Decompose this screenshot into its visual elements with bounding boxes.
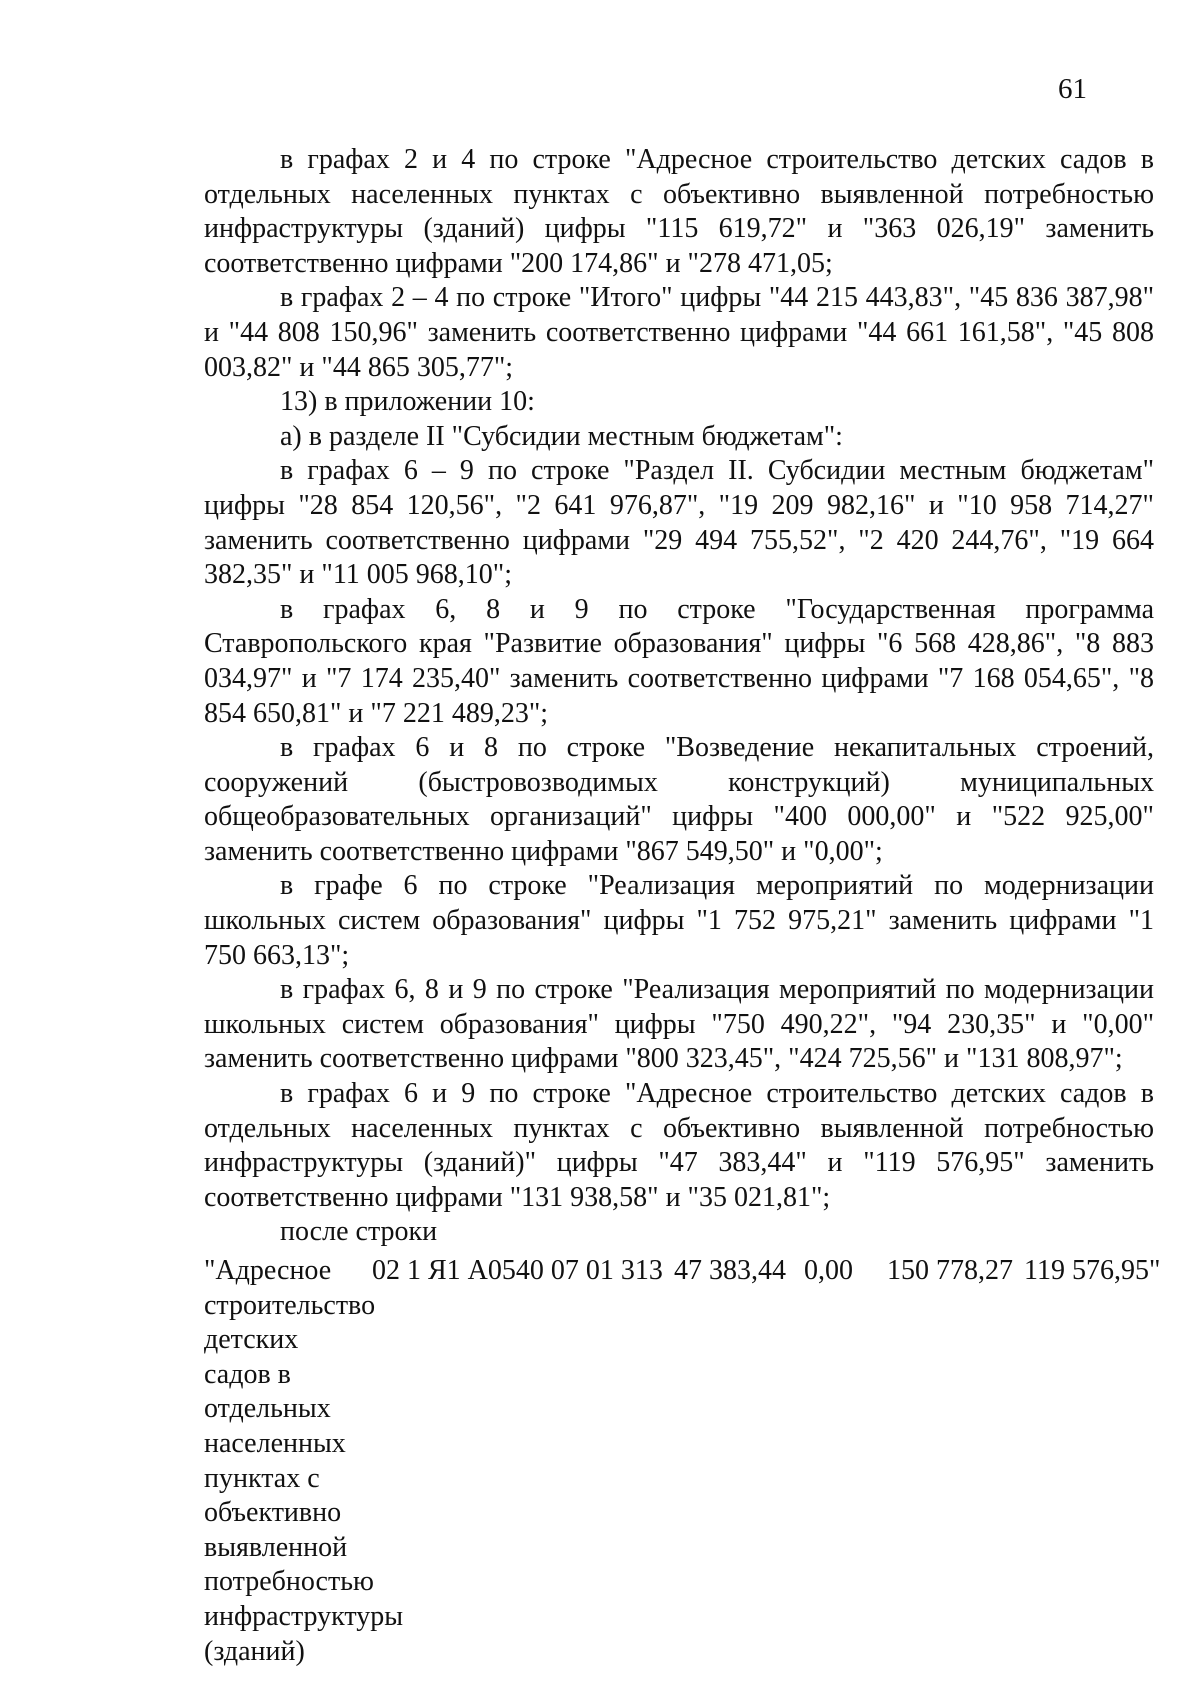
paragraph: 13) в приложении 10: [280,386,535,418]
paragraph: в графах 6 – 9 по строке "Раздел II. Субсидии местным бюджетам" цифры "28 854 120,56", "2 641 976,87", "19 209 982,16" и "10 958 714,27" заменить соответственно цифрами "29 494 755,52", "2 420 244,76", "19 664 382,35" и "11 005 968,10"; [204,455,1154,591]
paragraph: в графах 6, 8 и 9 по строке "Реализация мероприятий по модернизации школьных систем образования" цифры "750 490,22", "94 230,35" и "0,00" заменить соответственно цифрами "800 323,45", "424 725,56" и "131 808,97"; [204,974,1154,1075]
row-code-cell: 02 1 Я1 А0540 07 01 313 [372,1255,663,1286]
paragraph: в графах 6, 8 и 9 по строке "Государственная программа Ставропольского края "Развитие образования" цифры "6 568 428,86", "8 883 034,97" и "7 174 235,40" заменить соответственно цифрами "7 168 054,65", "8 854 650,81" и "7 221 489,23"; [204,593,1154,729]
row-name-cell: "Адресное строительство детских садов в отдельных населенных пунктах с объективно выявленной потребностью инфраструктуры (зданий) [204,1255,404,1667]
paragraph: в графах 6 и 9 по строке "Адресное строительство детских садов в отдельных населенных пунктах с объективно выявленной потребностью инфраструктуры (зданий)" цифры "47 383,44" и "119 576,95" заменить соответственно цифрами "131 938,58" и "35 021,81"; [204,1078,1154,1213]
table-row [204,1254,1161,1674]
paragraph: в графах 2 – 4 по строке "Итого" цифры "44 215 443,83", "45 836 387,98" и "44 808 150,96" заменить соответственно цифрами "44 661 161,58", "45 808 003,82" и "44 865 305,77"; [204,282,1154,383]
page-number: 61 [1058,73,1087,105]
paragraph: а) в разделе II "Субсидии местным бюджетам": [280,420,843,452]
paragraph: в графе 6 по строке "Реализация мероприятий по модернизации школьных систем образования" цифры "1 752 975,21" заменить цифрами "1 750 663,13"; [204,870,1154,971]
paragraph: в графах 2 и 4 по строке "Адресное строительство детских садов в отдельных населенных пунктах с объективно выявленной потребностью инфраструктуры (зданий) цифры "115 619,72" и "363 026,19" заменить соответственно цифрами "200 174,86" и "278 471,05; [204,144,1154,279]
paragraph: после строки [280,1216,438,1248]
document-body [204,143,1161,1674]
row-value-cell: 119 576,95" [1024,1255,1161,1286]
row-value-cell: 150 778,27 [887,1255,1013,1286]
paragraph: в графах 6 и 8 по строке "Возведение некапитальных строений, сооружений (быстровозводимых конструкций) муниципальных общеобразовательных организаций" цифры "400 000,00" и "522 925,00" заменить соответственно цифрами "867 549,50" и "0,00"; [204,732,1154,867]
row-value-cell: 0,00 [804,1255,853,1286]
row-value-cell: 47 383,44 [674,1255,786,1286]
